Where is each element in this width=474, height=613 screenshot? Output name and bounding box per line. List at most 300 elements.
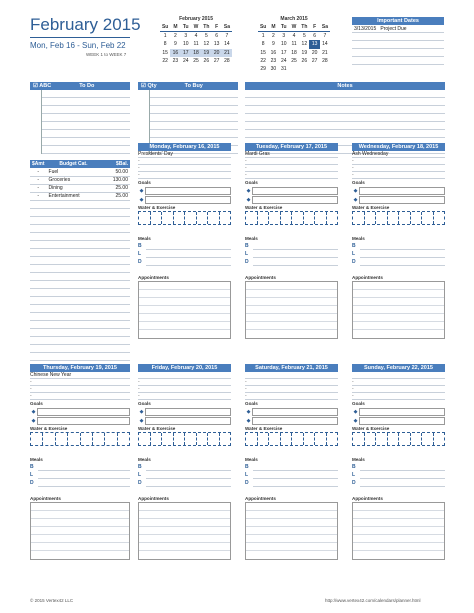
goals-label: Goals	[245, 180, 258, 185]
meal-field[interactable]	[360, 472, 445, 479]
budget-line[interactable]	[30, 209, 130, 217]
budget-bal: 50.00	[100, 168, 130, 176]
todo-panel	[30, 82, 130, 155]
list-line[interactable]	[150, 90, 238, 98]
list-line[interactable]	[42, 130, 130, 138]
calendar-day[interactable]: 2	[174, 33, 177, 40]
date-range: Mon, Feb 16 - Sun, Feb 22	[30, 41, 126, 50]
goals-label: Goals	[352, 180, 365, 185]
water-label: Water & Exercise	[352, 426, 390, 431]
appointments-label: Appointments	[245, 275, 276, 280]
important-date-row[interactable]	[352, 49, 444, 57]
calendar-day[interactable]: 18	[191, 49, 201, 57]
weekday-label: Su	[259, 24, 267, 30]
meals-label: Meals	[138, 236, 151, 241]
budget-cat: Dining	[47, 184, 101, 192]
calendar-day[interactable]: 23	[270, 57, 277, 64]
goal-bullet-icon: ◆	[139, 408, 144, 415]
budget-row[interactable]	[30, 184, 130, 192]
water-tracker[interactable]	[245, 211, 338, 225]
weekday-label: Tu	[279, 23, 289, 32]
meal-field[interactable]	[360, 259, 445, 266]
budget-line[interactable]	[30, 289, 130, 297]
meals-label: Meals	[352, 457, 365, 462]
important-date-row[interactable]	[352, 57, 444, 65]
list-line[interactable]	[42, 114, 130, 122]
meal-field[interactable]	[253, 464, 338, 471]
weekday-label: Sa	[320, 23, 330, 32]
budget-bal: 25.00	[100, 184, 130, 192]
goal-bullet-icon: ◆	[31, 417, 36, 424]
important-date-text: Project Due	[380, 26, 407, 32]
calendar-day[interactable]: 24	[182, 57, 189, 64]
meals-label: Meals	[30, 457, 43, 462]
meal-field[interactable]	[146, 259, 231, 266]
calendar-day[interactable]: 14	[224, 41, 230, 48]
meal-field[interactable]	[146, 464, 231, 471]
water-label: Water & Exercise	[352, 205, 390, 210]
water-tracker[interactable]	[352, 432, 445, 446]
day-line[interactable]: -	[138, 393, 231, 400]
calendar-day[interactable]: 15	[260, 49, 266, 56]
budget-cat: Fuel	[47, 168, 101, 176]
calendar-day[interactable]: 23	[172, 57, 179, 64]
day-line[interactable]: -	[30, 386, 130, 393]
budget-line[interactable]	[30, 257, 130, 265]
calendar-day[interactable]: 6	[215, 33, 219, 40]
water-tracker[interactable]	[138, 211, 231, 225]
weekday-label: Th	[201, 23, 211, 32]
weekday-label: Tu	[181, 23, 191, 32]
day-line[interactable]: -	[138, 386, 231, 393]
day-line[interactable]: -	[138, 379, 231, 386]
appointments-box[interactable]	[352, 502, 445, 560]
day-event[interactable]	[352, 372, 445, 379]
day-line[interactable]: -	[245, 165, 338, 172]
calendar-day[interactable]	[299, 65, 309, 73]
list-line[interactable]	[42, 90, 130, 98]
day-event[interactable]: Chinese New Year	[30, 372, 130, 379]
calendar-day[interactable]: 19	[301, 49, 308, 56]
meal-field[interactable]	[146, 472, 231, 479]
list-line[interactable]	[42, 122, 130, 130]
budget-line[interactable]	[30, 225, 130, 233]
day-line[interactable]: -	[245, 158, 338, 165]
calendar-day[interactable]: 16	[170, 49, 180, 57]
budget-amt: -	[30, 184, 47, 192]
appointments-box[interactable]	[138, 502, 231, 560]
list-line[interactable]	[245, 98, 445, 106]
calendar-day[interactable]: 25	[291, 57, 297, 64]
meal-field[interactable]	[253, 243, 338, 250]
meal-field[interactable]	[360, 251, 445, 258]
meal-b: B	[245, 464, 249, 470]
calendar-day[interactable]: 13	[213, 41, 220, 48]
day-line[interactable]: -	[352, 393, 445, 400]
tobuy-title: To Buy	[184, 83, 203, 89]
calendar-day[interactable]: 26	[203, 57, 210, 64]
budget-col-cat: Budget Cat.	[47, 160, 101, 168]
day-event[interactable]: Ash Wednesday	[352, 151, 445, 158]
calendar-day[interactable]: 11	[193, 41, 199, 48]
list-line[interactable]	[245, 90, 445, 98]
appointments-box[interactable]	[245, 502, 338, 560]
appointments-label: Appointments	[138, 496, 169, 501]
day-panel	[138, 143, 231, 339]
meal-d: D	[245, 259, 249, 265]
calendar-day[interactable]: 18	[291, 49, 297, 56]
meal-field[interactable]	[253, 480, 338, 487]
meal-l: L	[352, 251, 356, 257]
appointments-box[interactable]	[30, 502, 130, 560]
list-line[interactable]	[245, 114, 445, 122]
budget-cat: Entertainment	[47, 192, 101, 200]
day-event[interactable]: Mardi Gras	[245, 151, 338, 158]
list-line[interactable]	[150, 106, 238, 114]
meals-label: Meals	[245, 457, 258, 462]
meal-l: L	[245, 472, 249, 478]
day-line[interactable]: -	[352, 158, 445, 165]
calendar-day[interactable]: 5	[204, 33, 208, 40]
goal-field[interactable]	[252, 196, 338, 204]
appointments-box[interactable]	[138, 281, 231, 339]
budget-row[interactable]	[30, 192, 130, 200]
calendar-day[interactable]: 6	[313, 33, 317, 40]
goal-field[interactable]	[145, 187, 231, 195]
check-icon: ☑	[33, 83, 38, 89]
goal-bullet-icon: ◆	[139, 187, 144, 194]
day-line[interactable]: -	[245, 386, 338, 393]
budget-table	[30, 160, 130, 201]
calendar-day[interactable]: 27	[311, 57, 318, 64]
goal-field[interactable]	[252, 417, 338, 425]
calendar-day[interactable]: 14	[322, 41, 328, 48]
goals-label: Goals	[352, 401, 365, 406]
goal-bullet-icon: ◆	[246, 408, 251, 415]
calendar-day[interactable]: 11	[291, 41, 297, 48]
budget-row[interactable]	[30, 176, 130, 184]
goal-bullet-icon: ◆	[246, 187, 251, 194]
goals-label: Goals	[138, 180, 151, 185]
day-line[interactable]: -	[352, 379, 445, 386]
calendar-day[interactable]: 17	[181, 49, 191, 57]
important-date: 3/13/2015	[354, 26, 377, 32]
calendar-day[interactable]: 8	[261, 41, 265, 48]
budget-col-amt: $Amt	[32, 161, 45, 167]
day-header: Thursday, February 19, 2015	[30, 364, 130, 372]
day-line[interactable]: -	[138, 172, 231, 179]
goal-field[interactable]	[37, 417, 130, 425]
goal-field[interactable]	[252, 187, 338, 195]
water-tracker[interactable]	[30, 432, 130, 446]
meal-field[interactable]	[146, 243, 231, 250]
budget-line[interactable]	[30, 313, 130, 321]
footer-url[interactable]: http://www.vertex42.com/calendars/planner.html	[325, 598, 421, 603]
mini-calendar-march	[258, 15, 330, 73]
calendar-day[interactable]	[309, 65, 319, 73]
goal-bullet-icon: ◆	[353, 408, 358, 415]
day-header: Saturday, February 21, 2015	[245, 364, 338, 372]
list-line[interactable]	[42, 146, 130, 154]
calendar-day[interactable]: 12	[301, 41, 308, 48]
budget-bal: 25.00	[100, 192, 130, 200]
meal-d: D	[245, 480, 249, 486]
meals-label: Meals	[245, 236, 258, 241]
calendar-day[interactable]: 5	[302, 33, 306, 40]
water-label: Water & Exercise	[138, 426, 176, 431]
weekday-label: F	[211, 23, 221, 32]
calendar-day[interactable]: 27	[213, 57, 220, 64]
meal-d: D	[138, 259, 142, 265]
water-tracker[interactable]	[352, 211, 445, 225]
goal-bullet-icon: ◆	[139, 196, 144, 203]
calendar-day[interactable]: 30	[270, 66, 277, 73]
calendar-day[interactable]: 9	[174, 41, 177, 48]
tobuy-header	[138, 82, 238, 90]
calendar-day[interactable]: 29	[260, 66, 266, 73]
calendar-day[interactable]: 12	[203, 41, 210, 48]
calendar-day[interactable]: 25	[193, 57, 199, 64]
meal-l: L	[352, 472, 356, 478]
list-line[interactable]	[245, 130, 445, 138]
calendar-day[interactable]: 8	[163, 41, 167, 48]
meal-l: L	[138, 251, 142, 257]
important-dates-panel	[352, 17, 444, 65]
weekday-label: Su	[161, 24, 169, 30]
goal-field[interactable]	[37, 408, 130, 416]
budget-line[interactable]	[30, 329, 130, 337]
list-line[interactable]	[150, 98, 238, 106]
meal-b: B	[30, 464, 34, 470]
calendar-day[interactable]: 1	[261, 33, 265, 40]
calendar-day[interactable]: 13	[309, 40, 319, 48]
calendar-day[interactable]: 20	[311, 49, 318, 56]
calendar-day[interactable]: 10	[280, 41, 287, 48]
budget-line[interactable]	[30, 305, 130, 313]
important-dates-header: Important Dates	[352, 17, 444, 25]
goal-field[interactable]	[145, 408, 231, 416]
list-line[interactable]	[245, 106, 445, 114]
footer-copyright: © 2015 Vertex42 LLC	[30, 598, 74, 603]
meal-field[interactable]	[38, 464, 130, 471]
calendar-day[interactable]: 20	[211, 49, 221, 57]
meal-d: D	[352, 259, 356, 265]
meal-b: B	[352, 243, 356, 249]
calendar-day[interactable]: 4	[292, 33, 296, 40]
calendar-title: February 2015	[179, 16, 213, 22]
list-line[interactable]	[150, 122, 238, 130]
water-tracker[interactable]	[138, 432, 231, 446]
meal-field[interactable]	[253, 259, 338, 266]
goal-field[interactable]	[359, 196, 445, 204]
water-label: Water & Exercise	[245, 426, 283, 431]
meal-field[interactable]	[38, 480, 130, 487]
weekday-label: W	[289, 23, 299, 32]
day-line[interactable]: -	[138, 158, 231, 165]
budget-line[interactable]	[30, 281, 130, 289]
meal-b: B	[138, 243, 142, 249]
day-line[interactable]: -	[245, 172, 338, 179]
goal-field[interactable]	[359, 187, 445, 195]
goal-bullet-icon: ◆	[246, 417, 251, 424]
meal-field[interactable]	[360, 243, 445, 250]
calendar-day[interactable]: 1	[163, 33, 167, 40]
day-line[interactable]: -	[352, 172, 445, 179]
day-header: Tuesday, February 17, 2015	[245, 143, 338, 151]
budget-line[interactable]	[30, 345, 130, 353]
todo-col-abc: ABC	[39, 83, 52, 89]
important-date-row[interactable]	[352, 33, 444, 41]
meal-field[interactable]	[146, 251, 231, 258]
weekday-label: Th	[299, 23, 309, 32]
weekday-label: M	[268, 23, 278, 32]
calendar-day[interactable]: 28	[224, 57, 230, 64]
budget-line[interactable]	[30, 337, 130, 345]
day-panel	[245, 143, 338, 339]
budget-line[interactable]	[30, 297, 130, 305]
budget-col-bal: $Bal.	[100, 160, 130, 168]
budget-line[interactable]	[30, 273, 130, 281]
budget-line[interactable]	[30, 241, 130, 249]
calendar-day[interactable]: 10	[182, 41, 189, 48]
tobuy-col-qty: Qty	[147, 83, 157, 89]
appointments-label: Appointments	[245, 496, 276, 501]
list-line[interactable]	[245, 122, 445, 130]
todo-header	[30, 82, 130, 90]
goals-label: Goals	[138, 401, 151, 406]
budget-row[interactable]	[30, 168, 130, 176]
day-line[interactable]: -	[245, 379, 338, 386]
page-title: February 2015	[30, 15, 141, 34]
calendar-day[interactable]: 28	[322, 57, 328, 64]
appointments-label: Appointments	[30, 496, 61, 501]
calendar-day[interactable]: 17	[280, 49, 287, 56]
calendar-day[interactable]: 7	[225, 33, 229, 40]
appointments-box[interactable]	[245, 281, 338, 339]
day-event[interactable]: Presidents' Day	[138, 151, 231, 158]
weekday-label: Sa	[222, 23, 232, 32]
day-panel	[245, 364, 338, 560]
goal-bullet-icon: ◆	[353, 196, 358, 203]
calendar-day[interactable]: 31	[280, 66, 287, 73]
budget-amt: -	[30, 168, 47, 176]
budget-line[interactable]	[30, 233, 130, 241]
goal-field[interactable]	[252, 408, 338, 416]
day-line[interactable]: -	[30, 379, 130, 386]
day-header: Wednesday, February 18, 2015	[352, 143, 445, 151]
budget-line[interactable]	[30, 249, 130, 257]
calendar-day[interactable]	[289, 65, 299, 73]
budget-line[interactable]	[30, 201, 130, 209]
water-label: Water & Exercise	[138, 205, 176, 210]
meal-field[interactable]	[360, 480, 445, 487]
meal-field[interactable]	[146, 480, 231, 487]
important-date-row[interactable]	[352, 25, 444, 33]
budget-bal: 130.00	[100, 176, 130, 184]
calendar-day[interactable]: 15	[162, 49, 168, 56]
day-event[interactable]	[138, 372, 231, 379]
goal-bullet-icon: ◆	[246, 196, 251, 203]
appointments-box[interactable]	[352, 281, 445, 339]
calendar-day[interactable]: 3	[184, 33, 188, 40]
mini-calendar-february	[160, 15, 232, 65]
calendar-day[interactable]: 16	[270, 49, 277, 56]
calendar-day[interactable]: 21	[222, 49, 232, 57]
day-line[interactable]: -	[245, 393, 338, 400]
day-header: Monday, February 16, 2015	[138, 143, 231, 151]
goal-field[interactable]	[145, 417, 231, 425]
day-event[interactable]	[245, 372, 338, 379]
day-line[interactable]: -	[30, 393, 130, 400]
goal-field[interactable]	[359, 408, 445, 416]
meals-label: Meals	[352, 236, 365, 241]
calendar-day[interactable]: 21	[322, 49, 328, 56]
meal-field[interactable]	[253, 251, 338, 258]
day-line[interactable]: -	[138, 165, 231, 172]
meal-d: D	[30, 480, 34, 486]
important-date-row[interactable]	[352, 41, 444, 49]
meal-field[interactable]	[38, 472, 130, 479]
calendar-day[interactable]: 22	[162, 57, 168, 64]
list-line[interactable]	[42, 138, 130, 146]
calendar-day[interactable]: 19	[201, 49, 211, 57]
meal-field[interactable]	[360, 464, 445, 471]
todo-title: To Do	[79, 83, 95, 89]
goal-field[interactable]	[145, 196, 231, 204]
notes-header: Notes	[245, 82, 445, 90]
goal-bullet-icon: ◆	[353, 187, 358, 194]
goal-bullet-icon: ◆	[353, 417, 358, 424]
title-underline	[30, 37, 130, 38]
calendar-day[interactable]: 3	[282, 33, 286, 40]
budget-line[interactable]	[30, 353, 130, 361]
calendar-day[interactable]: 9	[272, 41, 275, 48]
budget-line[interactable]	[30, 321, 130, 329]
appointments-label: Appointments	[352, 275, 383, 280]
list-line[interactable]	[150, 130, 238, 138]
calendar-day[interactable]: 26	[301, 57, 308, 64]
calendar-day[interactable]: 4	[194, 33, 198, 40]
list-line[interactable]	[42, 106, 130, 114]
budget-panel	[30, 160, 130, 369]
budget-line[interactable]	[30, 265, 130, 273]
calendar-day[interactable]: 22	[260, 57, 266, 64]
day-panel	[30, 364, 130, 560]
calendar-day[interactable]	[320, 65, 330, 73]
day-line[interactable]: -	[352, 165, 445, 172]
meal-field[interactable]	[253, 472, 338, 479]
list-line[interactable]	[42, 98, 130, 106]
calendar-day[interactable]: 24	[280, 57, 287, 64]
weekday-label: F	[309, 23, 319, 32]
budget-line[interactable]	[30, 217, 130, 225]
meal-l: L	[30, 472, 34, 478]
goal-field[interactable]	[359, 417, 445, 425]
goal-bullet-icon: ◆	[139, 417, 144, 424]
meals-label: Meals	[138, 457, 151, 462]
appointments-label: Appointments	[138, 275, 169, 280]
calendar-day[interactable]: 7	[323, 33, 327, 40]
week-number: WEEK 1 to WEEK 7	[86, 52, 127, 57]
day-line[interactable]: -	[352, 386, 445, 393]
list-line[interactable]	[150, 114, 238, 122]
calendar-day[interactable]: 2	[272, 33, 275, 40]
water-tracker[interactable]	[245, 432, 338, 446]
appointments-label: Appointments	[352, 496, 383, 501]
day-panel	[352, 143, 445, 339]
meal-d: D	[138, 480, 142, 486]
day-header: Sunday, February 22, 2015	[352, 364, 445, 372]
